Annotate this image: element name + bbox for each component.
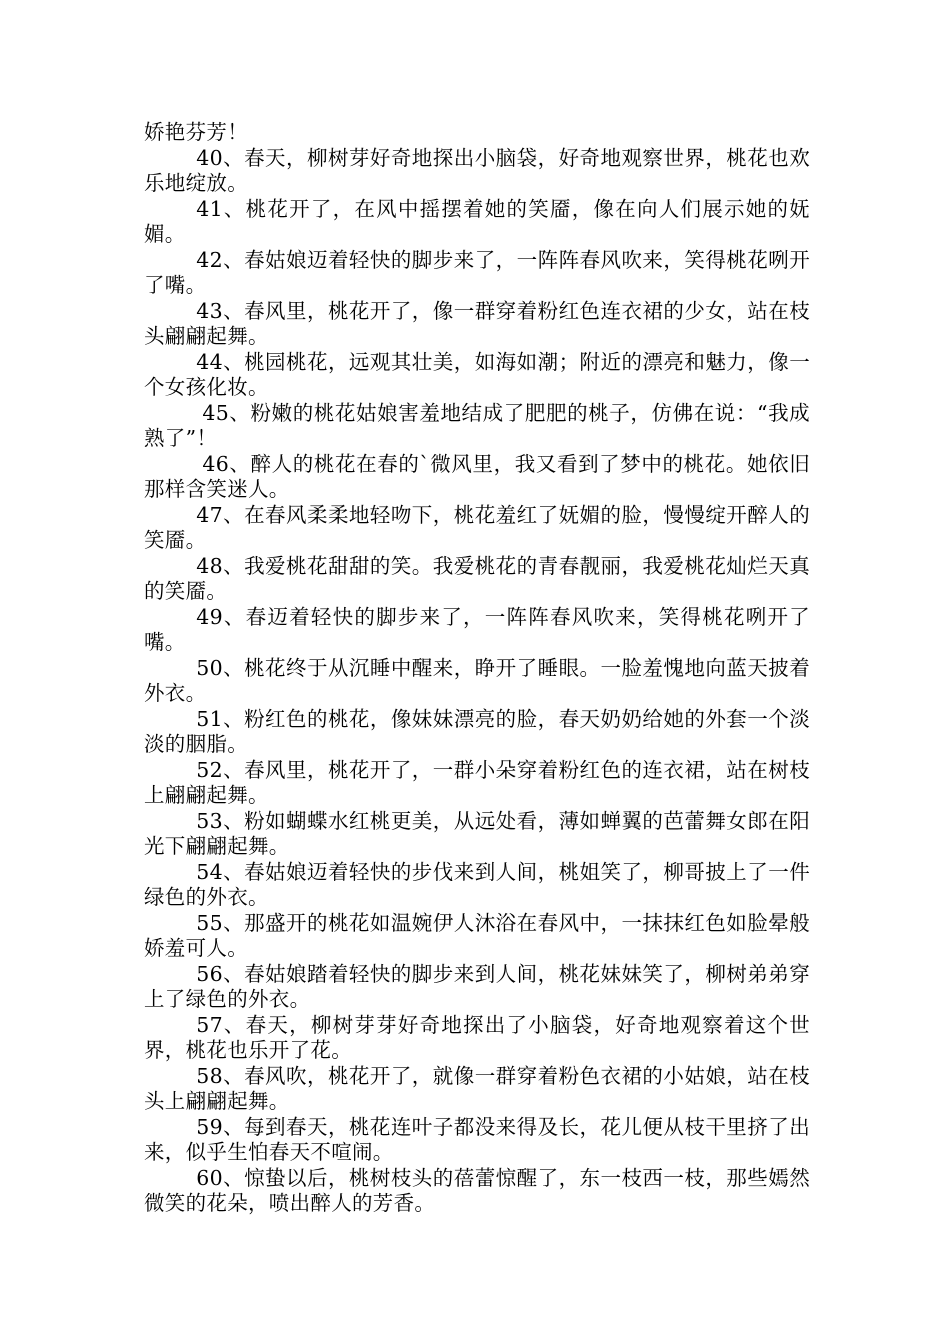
- paragraph-55: 55、那盛开的桃花如温婉伊人沐浴在春风中，一抹抹红色如脸晕般娇羞可人。: [144, 910, 810, 960]
- paragraph-57: 57、春天，柳树芽芽好奇地探出了小脑袋，好奇地观察着这个世界，桃花也乐开了花。: [144, 1012, 810, 1062]
- paragraph-56: 56、春姑娘踏着轻快的脚步来到人间，桃花妹妹笑了，柳树弟弟穿上了绿色的外衣。: [144, 961, 810, 1011]
- paragraph-46: 46、醉人的桃花在春的`微风里，我又看到了梦中的桃花。她依旧那样含笑迷人。: [144, 451, 810, 501]
- paragraph-41: 41、桃花开了，在风中摇摆着她的笑靥，像在向人们展示她的妩媚。: [144, 196, 810, 246]
- paragraph-48: 48、我爱桃花甜甜的笑。我爱桃花的青春靓丽，我爱桃花灿烂天真的笑靥。: [144, 553, 810, 603]
- paragraph-40: 40、春天，柳树芽好奇地探出小脑袋，好奇地观察世界，桃花也欢乐地绽放。: [144, 145, 810, 195]
- paragraph-44: 44、桃园桃花，远观其壮美，如海如潮；附近的漂亮和魅力，像一个女孩化妆。: [144, 349, 810, 399]
- paragraph-52: 52、春风里，桃花开了，一群小朵穿着粉红色的连衣裙，站在树枝上翩翩起舞。: [144, 757, 810, 807]
- paragraph-50: 50、桃花终于从沉睡中醒来，睁开了睡眼。一脸羞愧地向蓝天披着外衣。: [144, 655, 810, 705]
- paragraph-60: 60、惊蛰以后，桃树枝头的蓓蕾惊醒了，东一枝西一枝，那些嫣然微笑的花朵，喷出醉人的芳香。: [144, 1165, 810, 1215]
- paragraph-45: 45、粉嫩的桃花姑娘害羞地结成了肥肥的桃子，仿佛在说：“我成熟了”！: [144, 400, 810, 450]
- paragraph-51: 51、粉红色的桃花，像妹妹漂亮的脸，春天奶奶给她的外套一个淡淡的胭脂。: [144, 706, 810, 756]
- paragraph-58: 58、春风吹，桃花开了，就像一群穿着粉色衣裙的小姑娘，站在枝头上翩翩起舞。: [144, 1063, 810, 1113]
- paragraph-47: 47、在春风柔柔地轻吻下，桃花羞红了妩媚的脸，慢慢绽开醉人的笑靥。: [144, 502, 810, 552]
- document-page: [144, 120, 810, 1217]
- paragraph-42: 42、春姑娘迈着轻快的脚步来了，一阵阵春风吹来，笑得桃花咧开了嘴。: [144, 247, 810, 297]
- paragraph-43: 43、春风里，桃花开了，像一群穿着粉红色连衣裙的少女，站在枝头翩翩起舞。: [144, 298, 810, 348]
- paragraph-54: 54、春姑娘迈着轻快的步伐来到人间，桃姐笑了，柳哥披上了一件绿色的外衣。: [144, 859, 810, 909]
- paragraph-53: 53、粉如蝴蝶水红桃更美，从远处看，薄如蝉翼的芭蕾舞女郎在阳光下翩翩起舞。: [144, 808, 810, 858]
- paragraph-continuation: 娇艳芬芳！: [144, 120, 248, 144]
- paragraph-59: 59、每到春天，桃花连叶子都没来得及长，花儿便从枝干里挤了出来，似乎生怕春天不喧闹。: [144, 1114, 810, 1164]
- paragraph-49: 49、春迈着轻快的脚步来了，一阵阵春风吹来，笑得桃花咧开了嘴。: [144, 604, 810, 654]
